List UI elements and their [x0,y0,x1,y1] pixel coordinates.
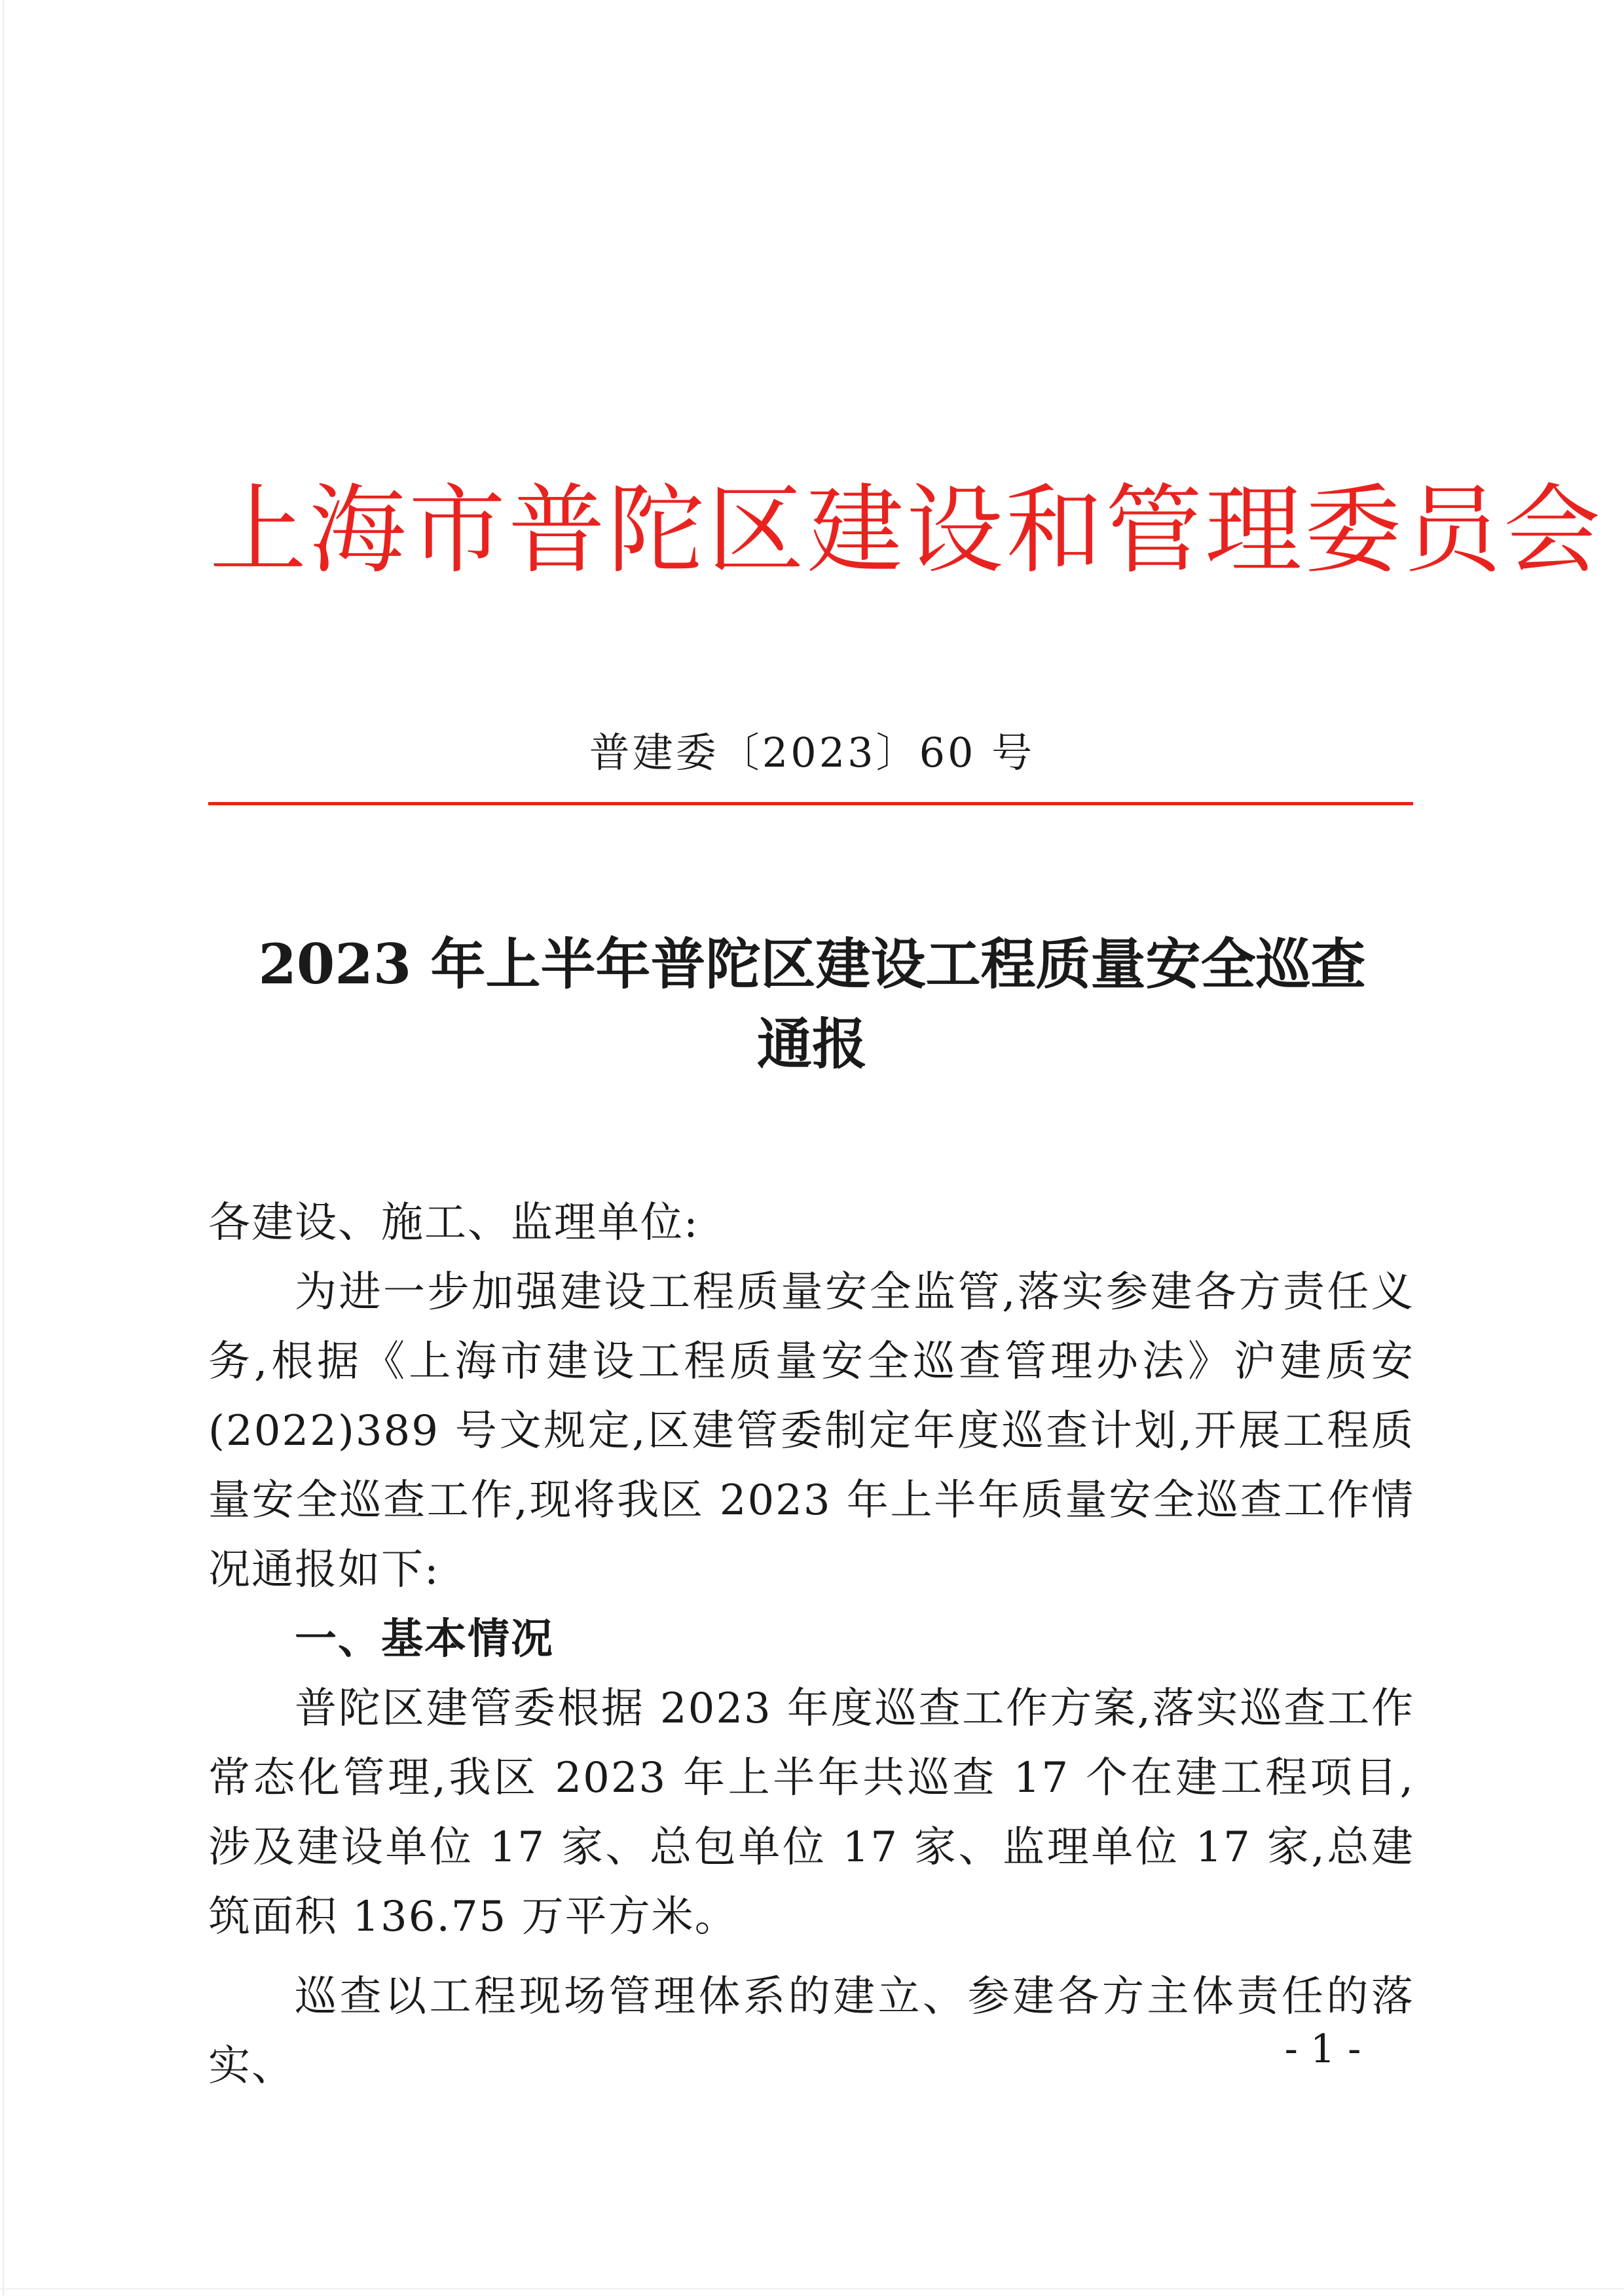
report-title [210,924,1414,1084]
section-heading-basic-situation: 一、基本情况 [295,1615,554,1664]
salutation: 各建设、施工、监理单位: [208,1199,699,1247]
page-bottom-edge [0,2288,1624,2289]
red-divider-line [208,802,1413,805]
report-title-line1: 2023 年上半年普陀区建设工程质量安全巡查 [258,932,1366,996]
section1-paragraph-1: 普陀区建管委根据 2023 年度巡查工作方案,落实巡查工作常态化管理,我区 2023 年上半年共巡查 17 个在建工程项目,涉及建设单位 17 家、总包单位 17 家、监理单位 17 家,总建筑面积 136.75 万平方米。 [208,1685,1414,1941]
document-number: 普建委〔2023〕60 号 [589,729,1035,776]
report-title-line2: 通报 [756,1011,867,1076]
page-number: - 1 - [1284,2026,1361,2072]
organization-header: 上海市普陀区建设和管理委员会 [210,474,1603,587]
section1-paragraph-2: 巡查以工程现场管理体系的建立、参建各方主体责任的落实、 [208,1973,1414,2090]
intro-paragraph: 为进一步加强建设工程质量安全监管,落实参建各方责任义务,根据《上海市建设工程质量安全巡查管理办法》沪建质安(2022)389 号文规定,区建管委制定年度巡查计划,开展工程质量安全巡查工作,现将我区 2023 年上半年质量安全巡查工作情况通报如下: [208,1268,1414,1594]
page-left-edge [3,0,4,2296]
document-body [208,1188,1414,2101]
